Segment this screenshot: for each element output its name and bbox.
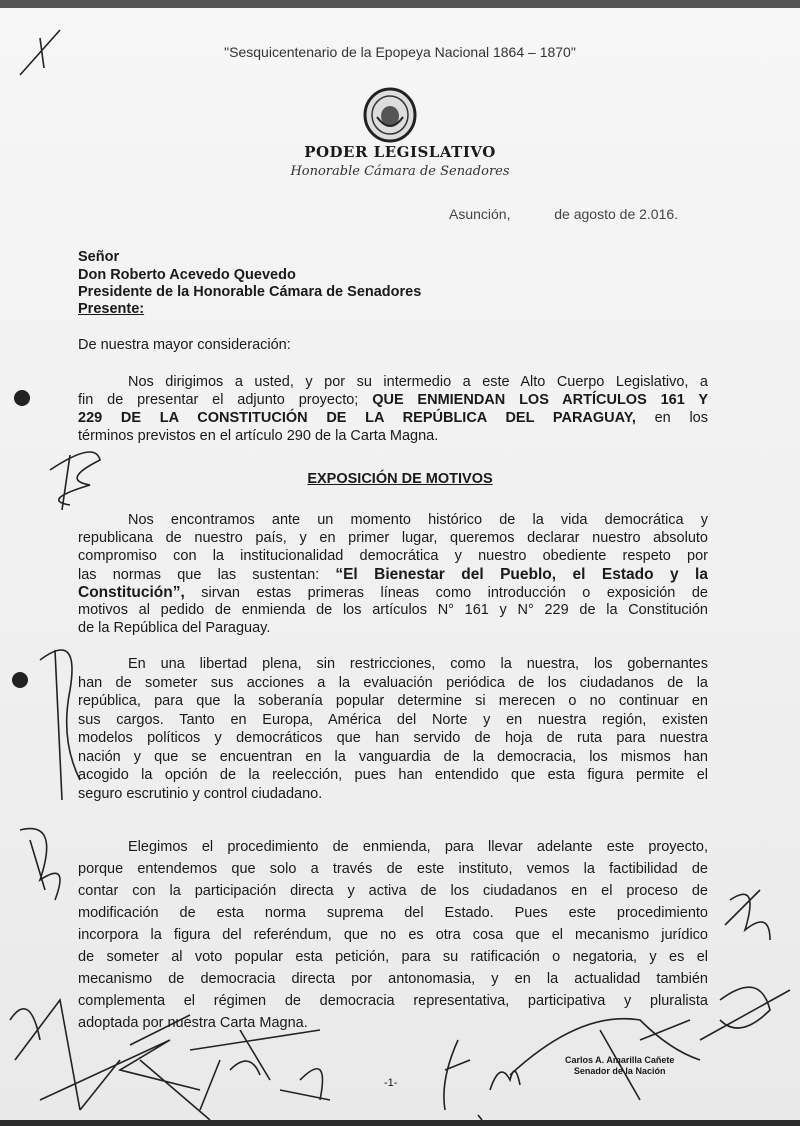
text-line: de la República del Paraguay. xyxy=(78,620,271,636)
text-line: En una libertad plena, sin restricciones, como la nuestra, los gobernantes xyxy=(128,656,708,672)
section-heading: EXPOSICIÓN DE MOTIVOS xyxy=(307,471,493,487)
text-line: incorpora la figura del referéndum, que no es otra cosa que el mecanismo jurídico xyxy=(78,927,708,943)
text-span: en los xyxy=(654,410,708,426)
text-line: han de someter sus acciones a la evaluación periódica de los ciudadanos de la xyxy=(78,674,708,691)
greeting: De nuestra mayor consideración: xyxy=(78,337,291,353)
text-line: adoptada por nuestra Carta Magna. xyxy=(78,1015,308,1031)
presente-text: Presente xyxy=(78,301,140,317)
text-line: nación y que se encuentran en la vanguardia de la democracia, los mismos han xyxy=(78,748,708,765)
text-line: republicana de nuestro país, y en primer lugar, queremos declarar nuestro absoluto xyxy=(78,530,708,546)
text-line: contar con la participación directa y activa de los ciudadanos en el proceso de xyxy=(78,883,708,899)
addressee-name: Don Roberto Acevedo Quevedo xyxy=(78,267,296,283)
organization-title: PODER LEGISLATIVO xyxy=(304,143,496,161)
text-line xyxy=(78,392,708,408)
bill-title: 229 DE LA CONSTITUCIÓN DE LA REPÚBLICA DEL PARAGUAY, xyxy=(78,410,636,426)
punch-hole xyxy=(14,390,30,406)
text-line: modelos políticos y democráticos que han servido de hoja de ruta para nuestra xyxy=(78,730,708,746)
text-line: motivos al pedido de enmienda de los artículos N° 161 y N° 229 de la Constitución xyxy=(78,602,708,618)
text-line: complementa el régimen de democracia representativa, participativa y pluralista xyxy=(78,993,708,1009)
text-line xyxy=(78,584,708,602)
text-line xyxy=(78,566,708,584)
date-rest: de agosto de 2.016. xyxy=(554,206,679,222)
text-line: de someter al voto popular esta petición, para su ratificación o negatoria, y es el xyxy=(78,949,708,965)
stamp-title: Senador de la Nación xyxy=(573,1066,666,1076)
text-line: Nos encontramos ante un momento histórico de la vida democrática y xyxy=(128,512,708,528)
text-span: fin de presentar el adjunto proyecto; xyxy=(78,392,359,408)
document-date xyxy=(449,206,678,222)
addressee-presente: Presente: xyxy=(78,301,145,317)
text-span: las normas que las sustentan: xyxy=(78,567,320,583)
text-line: términos previstos en el artículo 290 de la Carta Magna. xyxy=(78,428,439,444)
text-line: Elegimos el procedimiento de enmienda, para llevar adelante este proyecto, xyxy=(128,839,708,855)
text-line: seguro escrutinio y control ciudadano. xyxy=(78,785,323,802)
text-line: acogido la opción de la reelección, pues han entendido que esta figura permite el xyxy=(78,767,708,783)
addressee-salutation: Señor xyxy=(78,249,120,265)
text-line: república, para que la soberanía popular determine si merecen o no continuar en xyxy=(78,693,708,709)
motto-quote: “El Bienestar del Pueblo, el Estado y la xyxy=(335,566,708,583)
bill-title: QUE ENMIENDAN LOS ARTÍCULOS 161 Y xyxy=(372,392,709,408)
text-line: sus cargos. Tanto en Europa, América del Norte y en nuestra región, existen xyxy=(78,711,708,728)
page-number: -1- xyxy=(384,1077,398,1089)
seal-emblem xyxy=(363,87,417,143)
header-motto: "Sesquicentenario de la Epopeya Nacional 1864 – 1870" xyxy=(224,44,576,60)
stamp-name: Carlos A. Amarilla Cañete xyxy=(565,1055,675,1065)
chamber-subtitle: Honorable Cámara de Senadores xyxy=(290,164,510,179)
text-line: Nos dirigimos a usted, y por su intermedio a este Alto Cuerpo Legislativo, a xyxy=(128,374,708,390)
text-line xyxy=(78,410,708,426)
senator-stamp xyxy=(565,1055,674,1077)
text-line: compromiso con la institucionalidad democrática y nuestro obediente respeto por xyxy=(78,548,708,564)
text-line: porque entendemos que solo a través de este instituto, vemos la factibilidad de xyxy=(78,861,708,877)
motto-quote: Constitución”, xyxy=(78,584,185,601)
text-line: mecanismo de democracia directa por antonomasia, y en la actualidad también xyxy=(78,971,708,987)
date-city: Asunción, xyxy=(449,206,511,222)
text-line: modificación de esta norma suprema del Estado. Pues este procedimiento xyxy=(78,905,708,921)
text-span: sirvan estas primeras líneas como introducción o exposición de xyxy=(201,585,708,601)
addressee-title: Presidente de la Honorable Cámara de Senadores xyxy=(78,284,422,300)
punch-hole xyxy=(12,672,28,688)
